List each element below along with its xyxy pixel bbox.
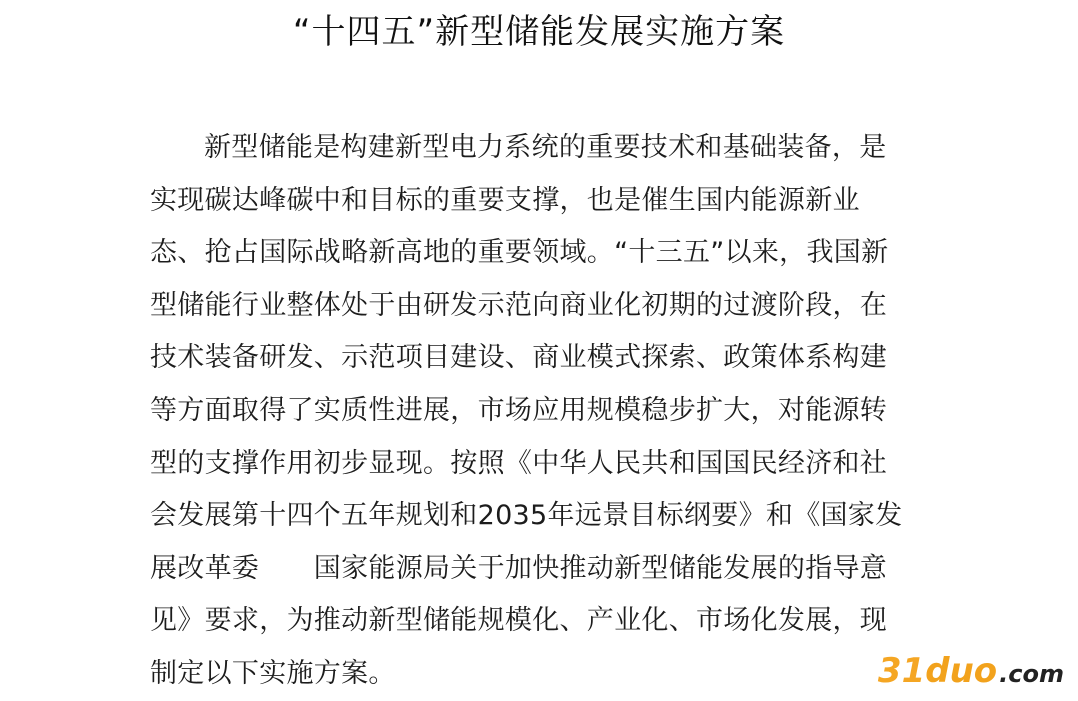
paragraph-line: 型的支撑作用初步显现。按照《中华人民共和国国民经济和社: [150, 447, 888, 479]
paragraph-line: 实现碳达峰碳中和目标的重要支撑，也是催生国内能源新业: [150, 184, 860, 216]
paragraph-line: 技术装备研发、示范项目建设、商业模式探索、政策体系构建: [150, 342, 888, 374]
watermark-number: 31: [877, 651, 926, 691]
paragraph-line: 态、抢占国际战略新高地的重要领域。“十三五”以来，我国新: [150, 237, 889, 269]
site-watermark: [878, 651, 1064, 694]
paragraph-line: 等方面取得了实质性进展，市场应用规模稳步扩大，对能源转: [150, 394, 888, 426]
document-title: “十四五”新型储能发展实施方案: [292, 12, 786, 52]
paragraph-line: 型储能行业整体处于由研发示范向商业化初期的过渡阶段，在: [150, 289, 888, 321]
watermark-domain: .com: [999, 660, 1064, 688]
paragraph-line: 展改革委 国家能源局关于加快推动新型储能发展的指导意: [150, 552, 888, 584]
watermark-name: duo: [925, 651, 998, 691]
body-paragraph: [150, 122, 940, 701]
paragraph-line: 会发展第十四个五年规划和2035年远景目标纲要》和《国家发: [150, 500, 903, 532]
paragraph-line: 制定以下实施方案。: [150, 657, 396, 689]
paragraph-line: 见》要求，为推动新型储能规模化、产业化、市场化发展，现: [150, 605, 888, 637]
paragraph-line: 新型储能是构建新型电力系统的重要技术和基础装备，是: [204, 132, 887, 163]
